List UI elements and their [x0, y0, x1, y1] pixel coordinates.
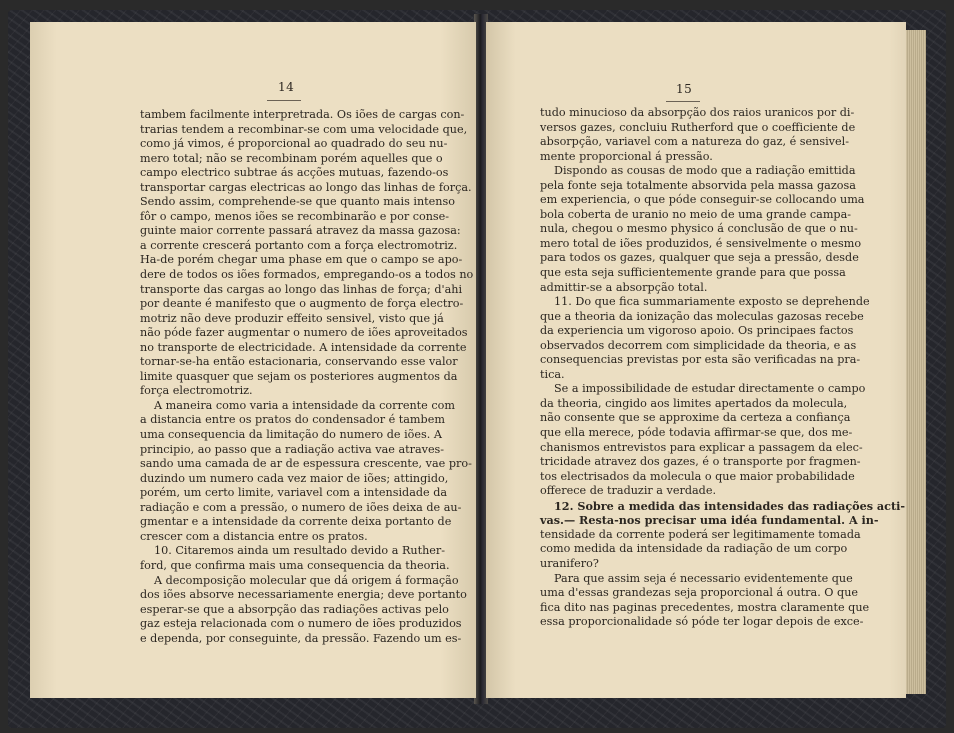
- text-line: transporte das cargas ao longo das linhas de força; d'ahi: [140, 282, 463, 296]
- text-line: absorpção, variavel com a natureza do gaz, é sensivel-: [540, 135, 849, 149]
- page-number: 14: [278, 80, 295, 94]
- text-line: motriz não deve produzir effeito sensivel, visto que já: [140, 311, 444, 325]
- text-line: 12. Sobre a medida das intensidades das radiações acti-: [554, 498, 906, 513]
- text-line: esperar-se que a absorpção das radiações activas pelo: [140, 602, 449, 616]
- text-line: 11. Do que fica summariamente exposto se deprehende: [554, 295, 870, 309]
- text-line: principio, ao passo que a radiação activa vae atraves-: [140, 442, 445, 456]
- text-line: Sendo assim, comprehende-se que quanto mais intenso: [140, 195, 455, 209]
- text-line: para todos os gazes, qualquer que seja a pressão, desde: [540, 251, 859, 265]
- text-line: dos iões absorve necessariamente energia; deve portanto: [140, 588, 467, 602]
- right-page: [486, 22, 906, 698]
- text-line: tudo minucioso da absorpção dos raios uranicos por di-: [540, 106, 855, 119]
- page-number-rule: [267, 100, 301, 101]
- text-line: radiação e com a pressão, o numero de iões deixa de au-: [140, 500, 462, 514]
- text-line: observados decorrem com simplicidade da theoria, e as: [540, 338, 857, 352]
- text-line: tica.: [540, 367, 565, 381]
- text-line: essa proporcionalidade só póde ter logar depois de exce-: [540, 615, 864, 629]
- text-line: mero total; não se recombinam porém aquelles que o: [140, 151, 443, 165]
- text-line: mente proporcional á pressão.: [540, 149, 713, 163]
- text-line: 10. Citaremos ainda um resultado devido a Ruther-: [154, 544, 446, 558]
- page-body-text: [140, 108, 474, 646]
- text-line: não póde fazer augmentar o numero de iões aproveitados: [140, 326, 468, 340]
- text-line: Ha-de porém chegar uma phase em que o campo se apo-: [140, 253, 463, 267]
- text-line: que esta seja sufficientemente grande para que possa: [540, 266, 846, 280]
- text-line: limite quasquer que sejam os posteriores augmentos da: [140, 369, 458, 383]
- text-line: gaz esteja relacionada com o numero de iões produzidos: [140, 617, 462, 631]
- text-line: que a theoria da ionização das moleculas gazosas recebe: [540, 309, 864, 323]
- text-line: guinte maior corrente passará atravez da massa gazosa:: [140, 224, 461, 238]
- text-line: tricidade atravez dos gazes, é o transporte por fragmen-: [540, 455, 861, 469]
- text-line: tambem facilmente interpretrada. Os iões de cargas con-: [140, 108, 465, 121]
- page-number: 15: [676, 82, 693, 96]
- text-line: A maneira como varia a intensidade da corrente com: [154, 398, 455, 412]
- text-line: consequencias previstas por esta são verificadas na pra-: [540, 353, 861, 367]
- text-line: gmentar e a intensidade da corrente deixa portanto de: [140, 515, 452, 529]
- text-line: não consente que se approxime da certeza a confiança: [540, 411, 851, 425]
- text-line: Dispondo as cousas de modo que a radiação emittida: [554, 164, 856, 178]
- page-number-rule: [666, 101, 700, 102]
- text-line: no transporte de electricidade. A intensidade da corrente: [140, 340, 467, 354]
- text-line: da theoria, cingido aos limites apertados da molecula,: [540, 396, 848, 410]
- text-line: da experiencia um vigoroso apoio. Os principaes factos: [540, 324, 854, 338]
- text-line: duzindo um numero cada vez maior de iões; attingido,: [140, 471, 449, 485]
- text-line: versos gazes, concluiu Rutherford que o coefficiente de: [540, 120, 856, 134]
- text-line: chanismos entrevistos para explicar a passagem da elec-: [540, 440, 863, 454]
- text-line: por deante é manifesto que o augmento de força electro-: [140, 297, 464, 311]
- text-line: ford, que confirma mais uma consequencia da theoria.: [140, 558, 450, 572]
- text-line: uma d'essas grandezas seja proporcional á outra. O que: [540, 586, 859, 600]
- page-edges: [904, 30, 926, 694]
- text-line: crescer com a distancia entre os pratos.: [140, 529, 368, 543]
- text-line: tornar-se-ha então estacionaria, conservando esse valor: [140, 355, 458, 369]
- text-line: Se a impossibilidade de estudar directamente o campo: [554, 382, 866, 396]
- text-line: que ella merece, póde todavia affirmar-se que, dos me-: [540, 426, 853, 440]
- text-line: a corrente crescerá portanto com a força electromotriz.: [140, 238, 458, 252]
- text-line: vas.— Resta-nos precisar uma idéa fundamental. A in-: [540, 513, 879, 528]
- text-line: como medida da intensidade da radiação de um corpo: [540, 542, 848, 556]
- text-line: bola coberta de uranio no meio de uma grande campa-: [540, 207, 852, 221]
- text-line: tos electrisados da molecula o que maior probabilidade: [540, 469, 855, 483]
- text-line: trarias tendem a recombinar-se com uma velocidade que,: [140, 122, 468, 136]
- text-line: dere de todos os iões formados, empregando-os a todos no: [140, 268, 474, 282]
- text-line: A decomposição molecular que dá origem á formação: [154, 573, 459, 587]
- text-line: em experiencia, o que póde conseguir-se collocando uma: [540, 193, 865, 207]
- text-line: sando uma camada de ar de espessura crescente, vae pro-: [140, 457, 472, 471]
- text-line: Para que assim seja é necessario evidentemente que: [554, 571, 853, 585]
- text-line: pela fonte seja totalmente absorvida pela massa gazosa: [540, 178, 856, 192]
- page-body-text: [540, 106, 906, 630]
- text-line: uma consequencia da limitação do numero de iões. A: [140, 428, 442, 442]
- text-line: como já vimos, é proporcional ao quadrado do seu nu-: [140, 137, 448, 151]
- text-line: uranifero?: [540, 556, 599, 570]
- text-line: admittir-se a absorpção total.: [540, 280, 708, 294]
- text-line: e dependa, por conseguinte, da pressão. Fazendo um es-: [140, 631, 462, 645]
- text-line: porém, um certo limite, variavel com a intensidade da: [140, 486, 448, 500]
- text-line: transportar cargas electricas ao longo das linhas de força.: [140, 180, 472, 194]
- text-line: força electromotriz.: [140, 384, 253, 398]
- text-line: fôr o campo, menos iões se recombinarão e por conse-: [140, 209, 450, 223]
- text-line: fica dito nas paginas precedentes, mostra claramente que: [540, 600, 870, 614]
- text-line: campo electrico subtrae ás acções mutuas, fazendo-os: [140, 166, 449, 180]
- text-line: offerece de traduzir a verdade.: [540, 484, 716, 498]
- left-page: [30, 22, 476, 698]
- text-line: tensidade da corrente poderá ser legitimamente tomada: [540, 527, 861, 541]
- text-line: a distancia entre os pratos do condensador é tambem: [140, 413, 445, 427]
- text-line: nula, chegou o mesmo physico á conclusão de que o nu-: [540, 222, 858, 236]
- text-line: mero total de iões produzidos, é sensivelmente o mesmo: [540, 236, 862, 250]
